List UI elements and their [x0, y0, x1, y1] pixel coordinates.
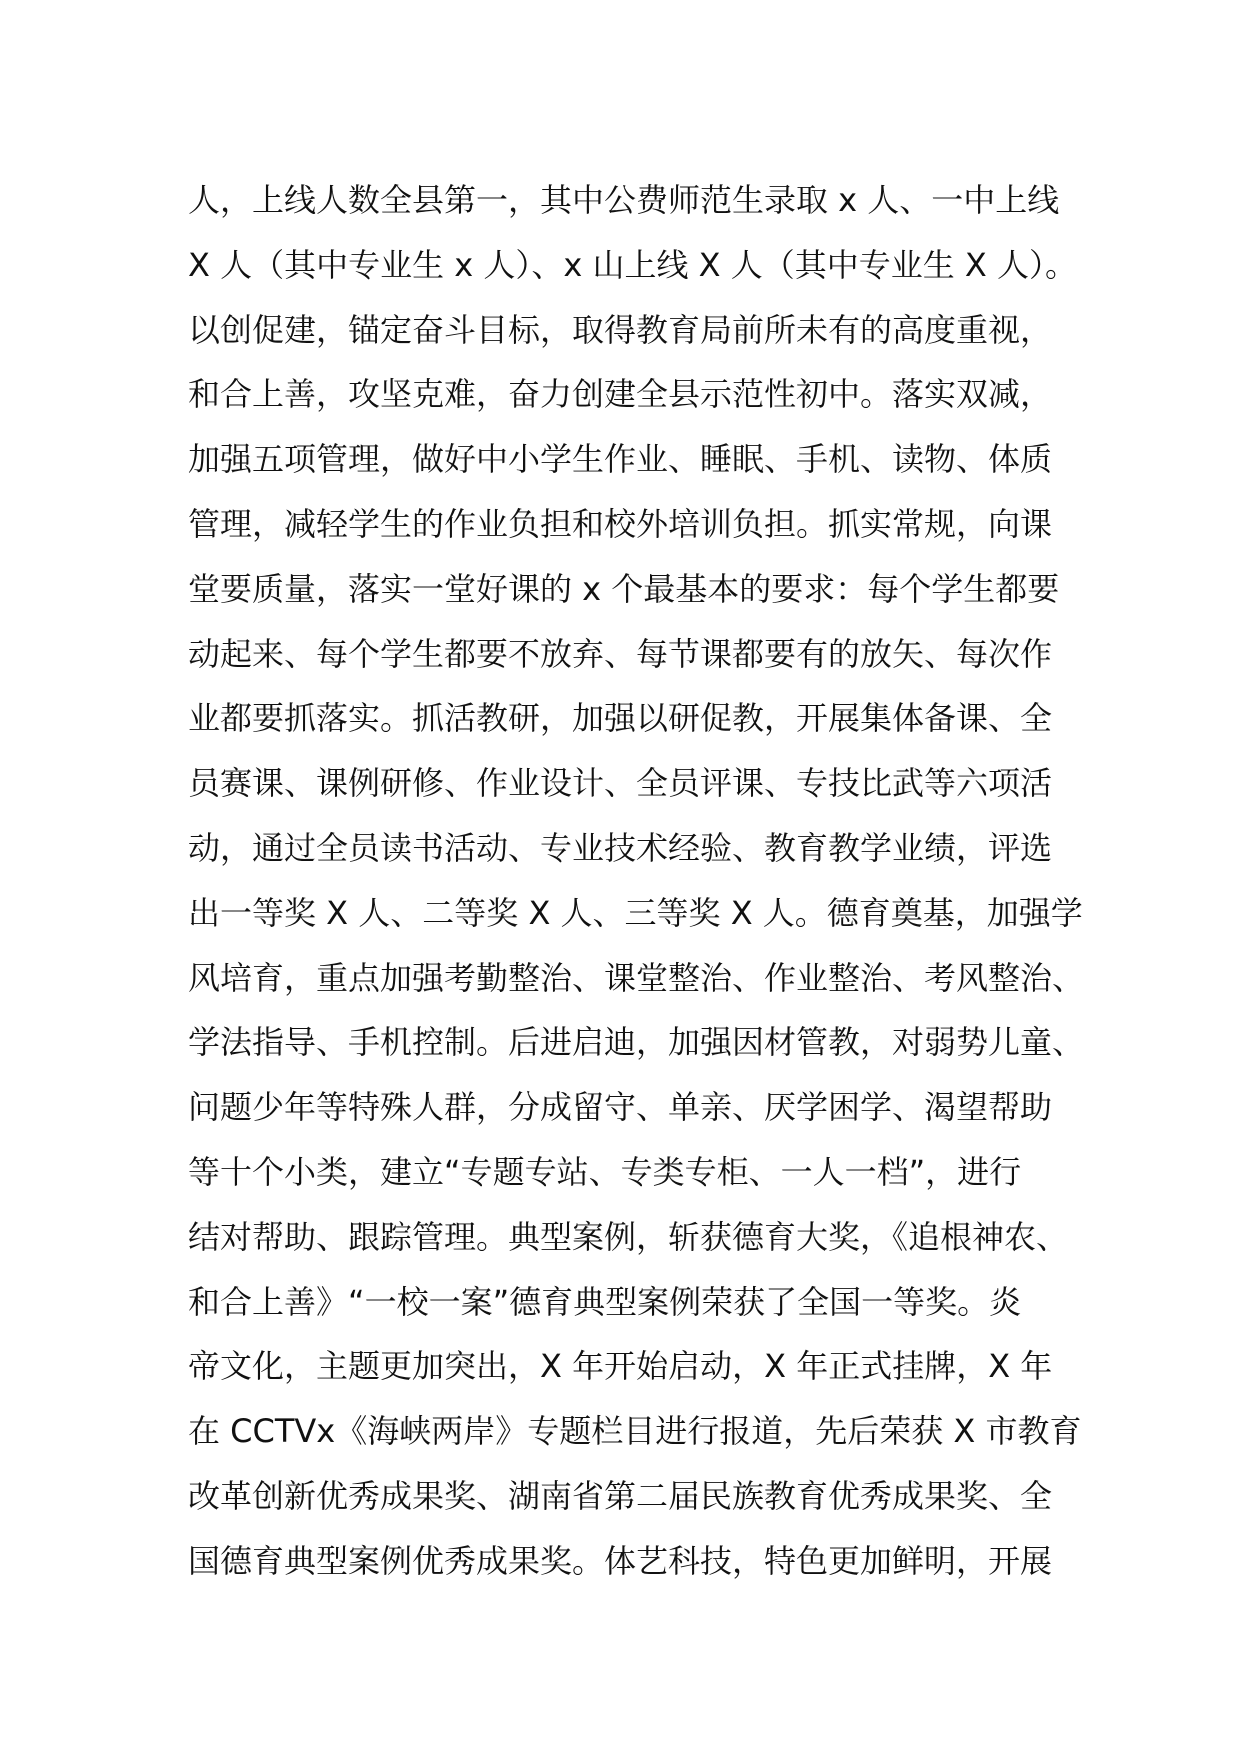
text-line: 加强五项管理，做好中小学生作业、睡眠、手机、读物、体质	[188, 440, 1053, 479]
text-line: 业都要抓落实。抓活教研，加强以研促教，开展集体备课、全	[188, 699, 1053, 738]
text-line: 帝文化，主题更加突出，X 年开始启动，X 年正式挂牌，X 年	[188, 1347, 1053, 1386]
text-line: 问题少年等特殊人群，分成留守、单亲、厌学困学、渴望帮助	[188, 1088, 1053, 1127]
text-line: 学法指导、手机控制。后进启迪，加强因材管教，对弱势儿童、	[188, 1023, 1085, 1062]
text-line: 改革创新优秀成果奖、湖南省第二届民族教育优秀成果奖、全	[188, 1476, 1053, 1515]
text-line: 堂要质量，落实一堂好课的 x 个最基本的要求：每个学生都要	[188, 569, 1060, 608]
text-line: 和合上善，攻坚克难，奋力创建全县示范性初中。落实双减，	[188, 375, 1053, 414]
text-line: 等十个小类，建立“专题专站、专类专柜、一人一档”，进行	[188, 1152, 1022, 1191]
text-line: 结对帮助、跟踪管理。典型案例，斩获德育大奖，《追根神农、	[188, 1217, 1069, 1256]
text-line: X 人（其中专业生 x 人）、x 山上线 X 人（其中专业生 X 人）。	[188, 245, 1078, 284]
text-line: 员赛课、课例研修、作业设计、全员评课、专技比武等六项活	[188, 764, 1053, 803]
text-line: 管理，减轻学生的作业负担和校外培训负担。抓实常规，向课	[188, 504, 1053, 543]
text-line: 以创促建，锚定奋斗目标，取得教育局前所未有的高度重视，	[188, 310, 1053, 349]
text-line: 人，上线人数全县第一，其中公费师范生录取 x 人、一中上线	[188, 181, 1060, 219]
text-line: 动起来、每个学生都要不放弃、每节课都要有的放矢、每次作	[188, 634, 1053, 673]
text-line: 风培育，重点加强考勤整治、课堂整治、作业整治、考风整治、	[188, 958, 1085, 997]
text-line: 动，通过全员读书活动、专业技术经验、教育教学业绩，评选	[188, 828, 1053, 867]
text-line: 国德育典型案例优秀成果奖。体艺科技，特色更加鲜明，开展	[188, 1541, 1053, 1580]
text-line: 出一等奖 X 人、二等奖 X 人、三等奖 X 人。德育奠基，加强学	[188, 893, 1083, 932]
body-paragraph	[188, 168, 1088, 1594]
text-line: 在 CCTVx《海峡两岸》专题栏目进行报道，先后荣获 X 市教育	[188, 1412, 1082, 1451]
text-line: 和合上善》“一校一案”德育典型案例荣获了全国一等奖。炎	[188, 1282, 1022, 1321]
